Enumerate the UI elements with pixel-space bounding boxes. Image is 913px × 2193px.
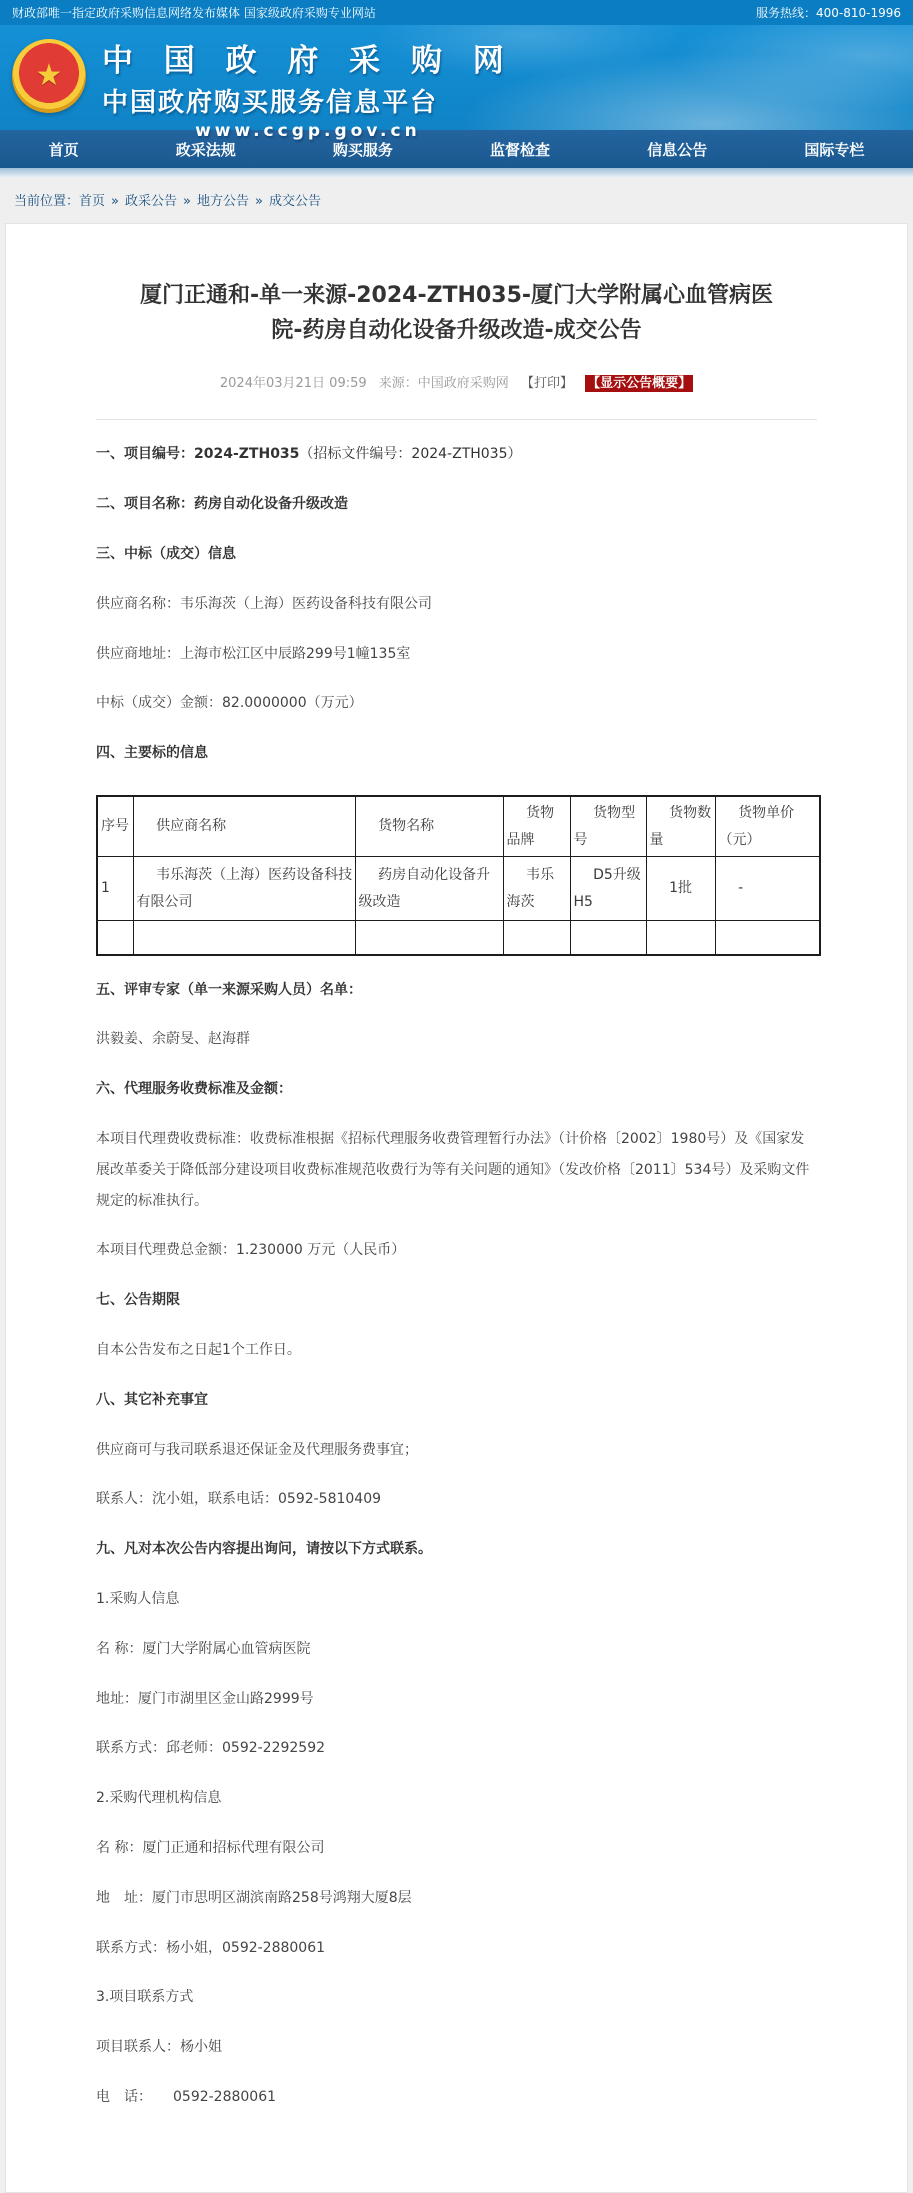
article-source: 来源：中国政府采购网 bbox=[378, 376, 509, 392]
table-header-cell: 货物单价（元） bbox=[715, 796, 820, 857]
site-header bbox=[0, 25, 913, 141]
section-heading: 三、中标（成交）信息 bbox=[96, 545, 236, 562]
nav-item-监督检查[interactable]: 监督检查 bbox=[490, 140, 551, 159]
nav-item-信息公告[interactable]: 信息公告 bbox=[647, 140, 708, 159]
section-heading: 九、凡对本次公告内容提出询问，请按以下方式联系。 bbox=[96, 1541, 432, 1558]
section-heading: 四、主要标的信息 bbox=[96, 745, 208, 762]
paragraph: 项目联系人：杨小姐 bbox=[96, 2039, 222, 2056]
page-title: 厦门正通和-单一来源-2024-ZTH035-厦门大学附属心血管病医院-药房自动化设备升级改造-成交公告 bbox=[139, 283, 774, 344]
paragraph: 供应商可与我司联系退还保证金及代理服务费事宜； bbox=[96, 1441, 418, 1458]
section-heading: 一、项目编号：2024-ZTH035（招标文件编号：2024-ZTH035） bbox=[96, 446, 522, 463]
announcement-card bbox=[5, 223, 908, 2193]
paragraph: 地 址：厦门市思明区湖滨南路258号鸿翔大厦8层 bbox=[96, 1889, 412, 1906]
paragraph: 供应商地址：上海市松江区中辰路299号1幢135室 bbox=[96, 645, 411, 662]
section-heading: 六、代理服务收费标准及金额： bbox=[96, 1081, 292, 1098]
paragraph: 供应商名称：韦乐海茨（上海）医药设备科技有限公司 bbox=[96, 595, 432, 612]
show-summary-button[interactable]: 【显示公告概要】 bbox=[587, 376, 692, 392]
paragraph: 本项目代理费收费标准：收费标准根据《招标代理服务收费管理暂行办法》（计价格〔2002〕1980号）及《国家发展改革委关于降低部分建设项目收费标准规范收费行为等有关问题的通知》（发改价格〔2011〕534号）及采购文件规定的标准执行。 bbox=[96, 1131, 810, 1209]
paragraph: 自本公告发布之日起1个工作日。 bbox=[96, 1342, 301, 1359]
paragraph: 联系方式：杨小姐，0592-2880061 bbox=[96, 1939, 326, 1956]
breadcrumb-separator: » bbox=[183, 194, 191, 209]
breadcrumb-link[interactable]: 首页 bbox=[79, 194, 106, 209]
nav-item-首页[interactable]: 首页 bbox=[48, 140, 79, 159]
nav-item-政采法规[interactable]: 政采法规 bbox=[175, 140, 236, 159]
table-row bbox=[97, 921, 820, 955]
section-heading: 七、公告期限 bbox=[96, 1292, 180, 1309]
table-cell bbox=[355, 921, 503, 955]
paragraph: 电 话： 0592-2880061 bbox=[96, 2088, 277, 2105]
paragraph: 名 称：厦门大学附属心血管病医院 bbox=[96, 1640, 311, 1657]
site-subtitle: 中国政府购买服务信息平台 bbox=[102, 88, 439, 118]
table-cell bbox=[715, 921, 820, 955]
breadcrumb-separator: » bbox=[111, 194, 119, 209]
paragraph: 2.采购代理机构信息 bbox=[96, 1790, 222, 1807]
nav-item-购买服务[interactable]: 购买服务 bbox=[332, 140, 393, 159]
table-header-cell: 货物名称 bbox=[355, 796, 503, 857]
paragraph: 洪毅姜、余蔚旻、赵海群 bbox=[96, 1031, 250, 1048]
paragraph: 联系人：沈小姐，联系电话：0592-5810409 bbox=[96, 1491, 382, 1508]
table-header-cell: 货物型号 bbox=[570, 796, 646, 857]
breadcrumb bbox=[0, 178, 913, 219]
table-header-row bbox=[97, 796, 820, 857]
table-header-cell: 序号 bbox=[97, 796, 133, 857]
service-hotline: 服务热线：400-810-1996 bbox=[755, 6, 901, 20]
breadcrumb-prefix: 当前位置： bbox=[14, 194, 80, 209]
section-heading: 五、评审专家（单一来源采购人员）名单： bbox=[96, 981, 362, 998]
print-button[interactable]: 【打印】 bbox=[520, 376, 573, 392]
site-url: www.ccgp.gov.cn bbox=[195, 121, 421, 141]
breadcrumb-link[interactable]: 政采公告 bbox=[125, 194, 178, 209]
paragraph: 1.采购人信息 bbox=[96, 1591, 180, 1607]
table-header-cell: 供应商名称 bbox=[133, 796, 355, 857]
table-cell: 1批 bbox=[646, 857, 715, 921]
nav-item-国际专栏[interactable]: 国际专栏 bbox=[804, 140, 865, 159]
site-name: 中 国 政 府 采 购 网 bbox=[102, 43, 514, 79]
paragraph: 联系方式：邱老师：0592-2292592 bbox=[96, 1740, 326, 1757]
table-header-cell: 货物品牌 bbox=[503, 796, 570, 857]
paragraph: 中标（成交）金额：82.0000000（万元） bbox=[96, 695, 363, 712]
star-icon: ★ bbox=[35, 58, 63, 93]
site-identity bbox=[102, 35, 514, 141]
table-cell bbox=[646, 921, 715, 955]
table-header-cell: 货物数量 bbox=[646, 796, 715, 857]
table-cell bbox=[97, 921, 133, 955]
site-slogan: 财政部唯一指定政府采购信息网络发布媒体 国家级政府采购专业网站 bbox=[12, 6, 376, 20]
table-cell: 韦乐海茨 bbox=[503, 857, 570, 921]
table-cell: 韦乐海茨（上海）医药设备科技有限公司 bbox=[133, 857, 355, 921]
national-emblem-logo bbox=[12, 39, 86, 113]
article-body bbox=[96, 439, 817, 2112]
paragraph: 本项目代理费总金额：1.230000 万元（人民币） bbox=[96, 1242, 406, 1259]
table-cell bbox=[570, 921, 646, 955]
nav-gradient-strip bbox=[0, 168, 913, 178]
table-cell: 1 bbox=[97, 857, 133, 921]
table-cell: - bbox=[715, 857, 820, 921]
section-heading: 八、其它补充事宜 bbox=[96, 1391, 208, 1408]
table-row bbox=[97, 857, 820, 921]
paragraph: 3.项目联系方式 bbox=[96, 1989, 194, 2006]
article-meta bbox=[96, 372, 817, 420]
breadcrumb-separator: » bbox=[255, 194, 263, 209]
publish-date: 2024年03月21日 09:59 bbox=[219, 376, 367, 392]
paragraph: 地址：厦门市湖里区金山路2999号 bbox=[96, 1690, 314, 1707]
section-heading: 二、项目名称：药房自动化设备升级改造 bbox=[96, 496, 348, 513]
goods-table bbox=[96, 795, 821, 956]
paragraph: 名 称：厦门正通和招标代理有限公司 bbox=[96, 1839, 325, 1856]
table-cell: 药房自动化设备升级改造 bbox=[355, 857, 503, 921]
breadcrumb-link[interactable]: 地方公告 bbox=[196, 194, 249, 209]
top-utility-bar bbox=[0, 0, 913, 25]
breadcrumb-link[interactable]: 成交公告 bbox=[268, 194, 321, 209]
table-cell bbox=[133, 921, 355, 955]
table-cell: D5升级H5 bbox=[570, 857, 646, 921]
table-cell bbox=[503, 921, 570, 955]
